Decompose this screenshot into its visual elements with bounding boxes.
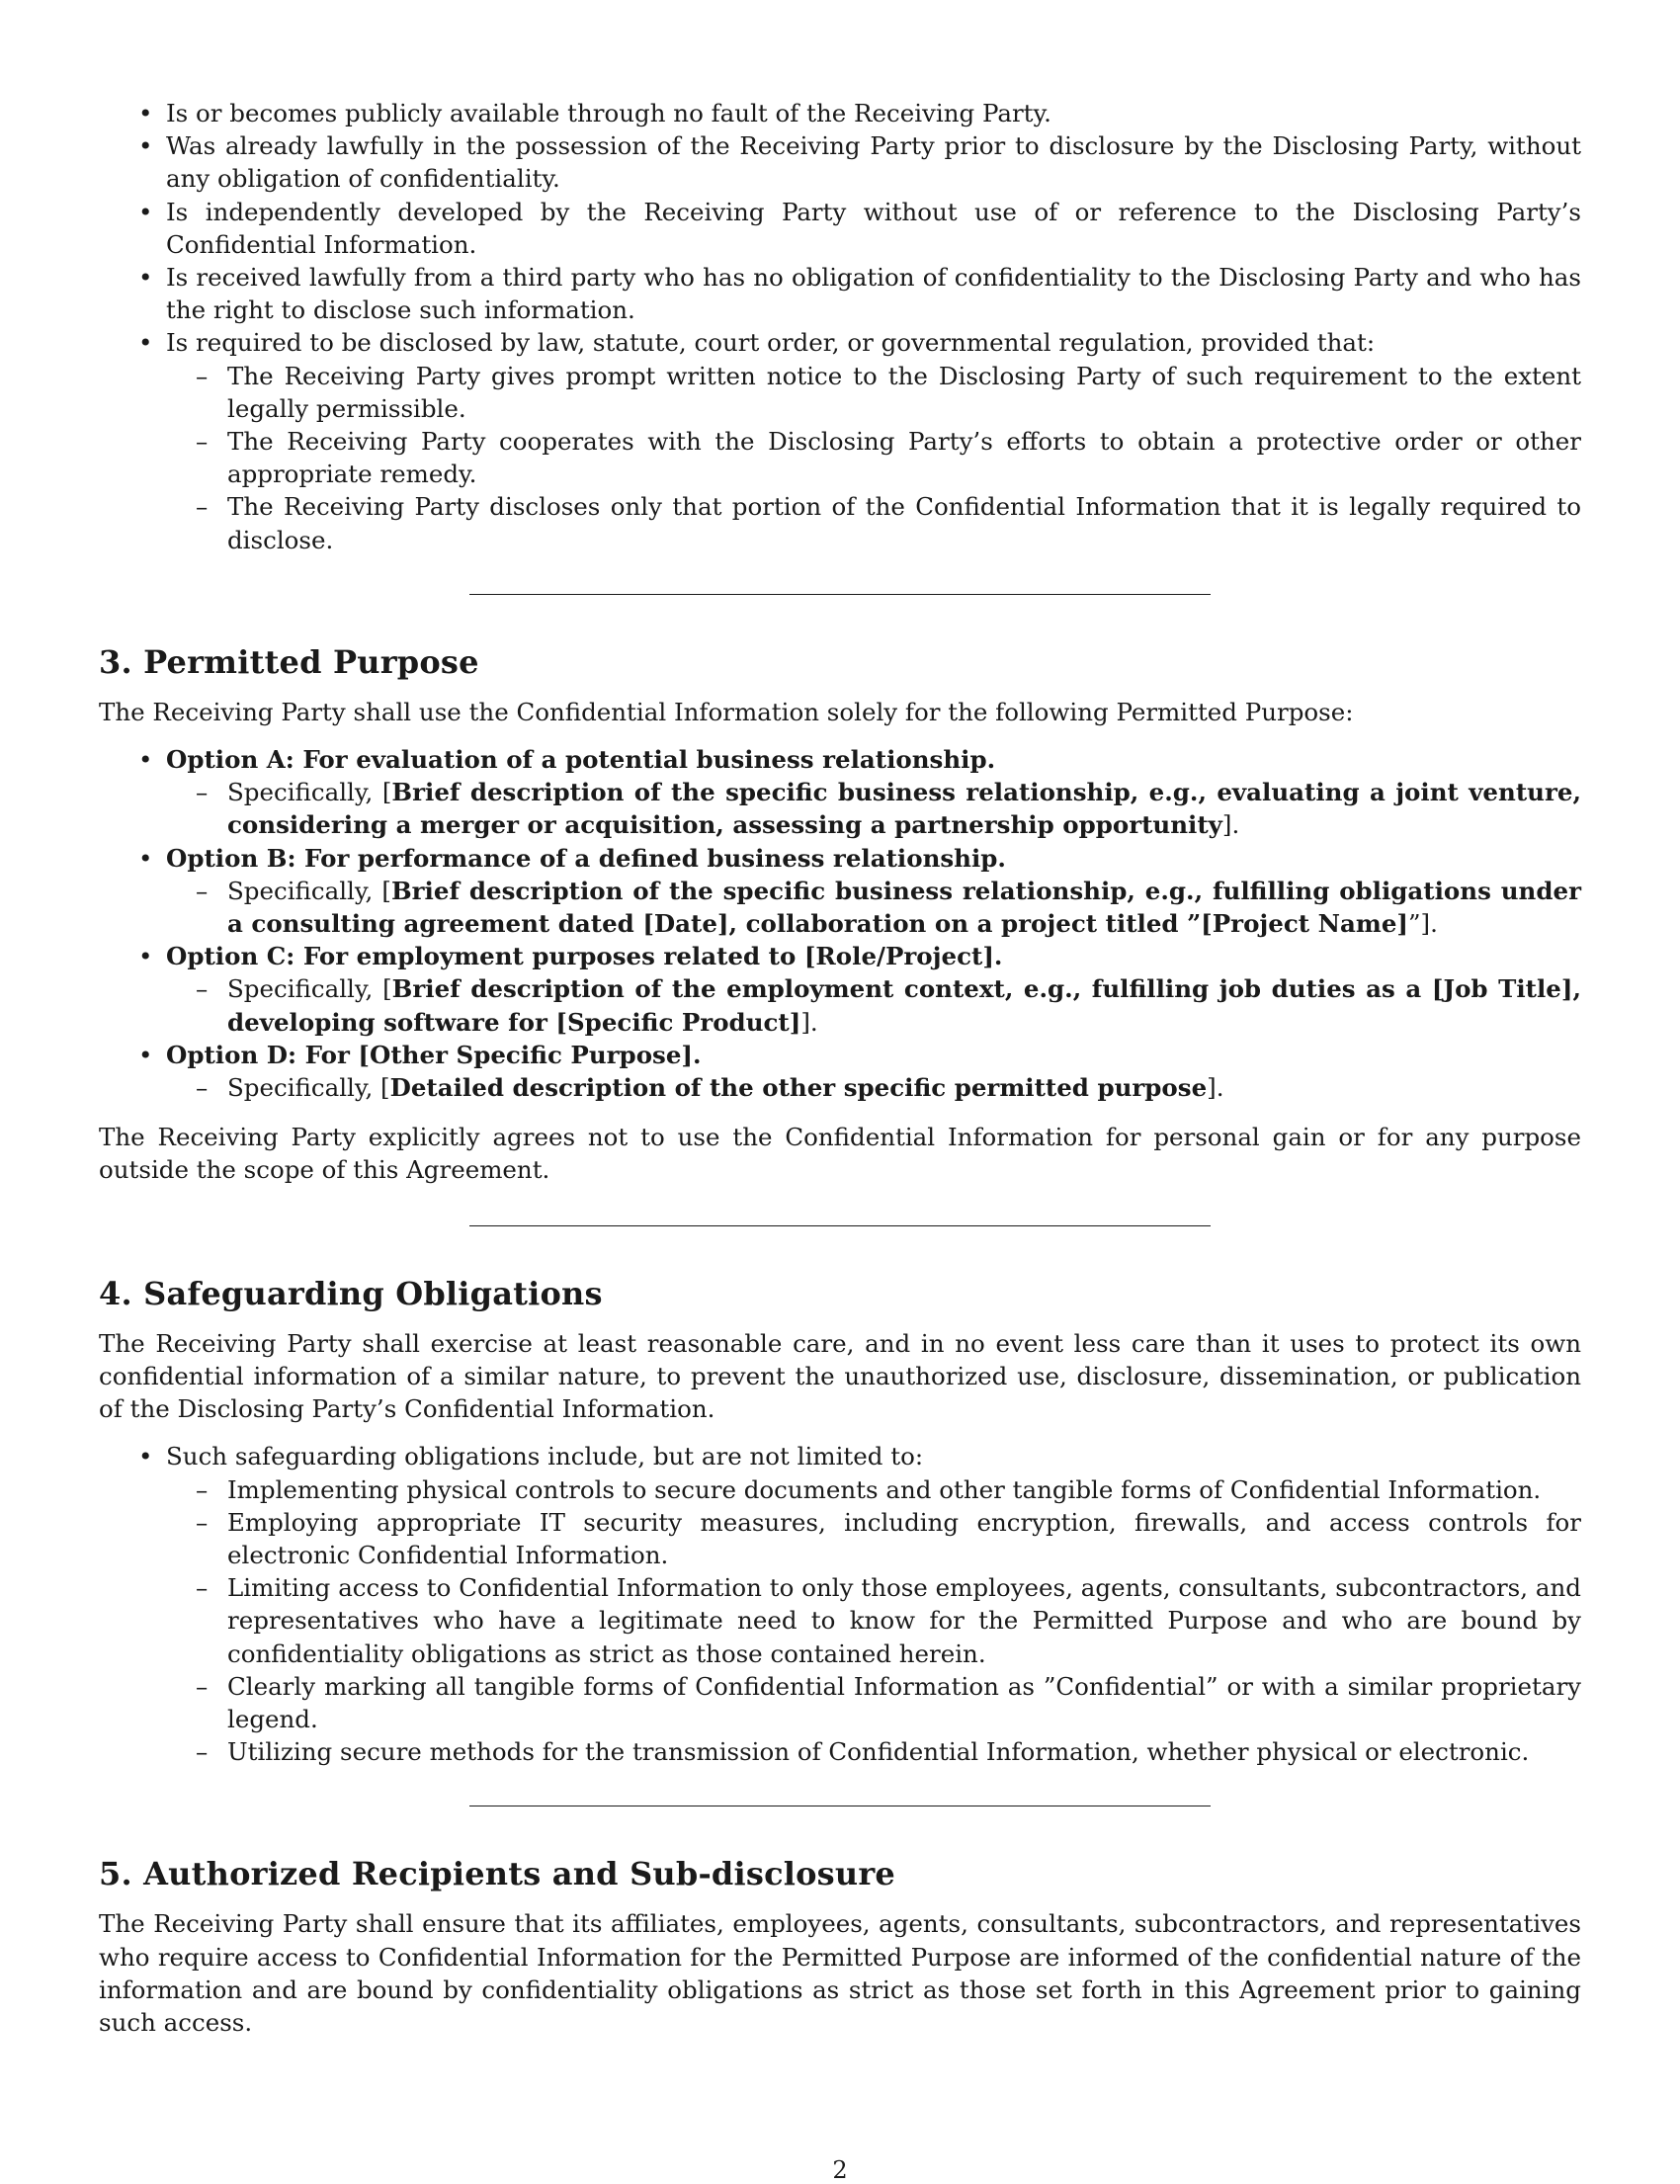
list-item: • Such safeguarding obligations include, but are not limited to: – Implementing physical controls to secure documents and other tangible forms of Confidential Information. – Employing appropriate IT security measures, including encryption, firewalls, and access controls for electronic Confidential Information. – Limiting access to Confidential Information to only those employees, agents, consultants, subcontractors, and representatives who have a legitimate need to know for the Permitted Purpose and who are bound by confidentiality obligations as strict as those contained herein. – Clearly marking all tangible forms of Confidential Information as ”Confidential” or with a similar proprietary legend. – Utilizing secure methods for the transmission of Confidential Information, whether physical or electronic. [99,1440,1581,1768]
section-3-heading: 3. Permitted Purpose [99,642,479,681]
document-page [99,97,1581,2133]
option-d-detail: – Specifically, [Detailed description of the other specific permitted purpose]. [166,1071,1581,1104]
list-item: – Implementing physical controls to secure documents and other tangible forms of Confidential Information. [166,1473,1581,1506]
list-item: – Limiting access to Confidential Information to only those employees, agents, consultants, subcontractors, and representatives who have a legitimate need to know for the Permitted Purpose and who are bound by confidentiality obligations as strict as those contained herein. [166,1571,1581,1670]
option-a: • Option A: For evaluation of a potential business relationship. – Specifically, [Brief description of the specific business relationship, e.g., evaluating a joint venture, considering a merger or acquisition, assessing a partnership opportunity]. [99,743,1581,842]
list-item: – Clearly marking all tangible forms of Confidential Information as ”Confidential” or with a similar proprietary legend. [166,1670,1581,1735]
list-item: • Is independently developed by the Receiving Party without use of or reference to the Disclosing Party’s Confidential Information. [99,196,1581,261]
section-divider [469,594,1211,595]
safeguarding-list [99,1440,1581,1768]
list-item: • Was already lawfully in the possession of the Receiving Party prior to disclosure by the Disclosing Party, without any obligation of confidentiality. [99,129,1581,195]
safeguarding-measures [166,1473,1581,1769]
permitted-purpose-options [99,743,1581,1104]
option-a-detail: – Specifically, [Brief description of the specific business relationship, e.g., evaluating a joint venture, considering a merger or acquisition, assessing a partnership opportunity]. [166,776,1581,841]
page-number: 2 [832,2156,848,2184]
option-c-detail: – Specifically, [Brief description of the employment context, e.g., fulfilling job duties as a [Job Title], developing software for [Specific Product]]. [166,972,1581,1038]
list-item: • Is or becomes publicly available through no fault of the Receiving Party. [99,97,1581,129]
list-item: – The Receiving Party discloses only that portion of the Confidential Information that it is legally required to disclose. [166,490,1581,555]
option-b: • Option B: For performance of a defined business relationship. – Specifically, [Brief description of the specific business relationship, e.g., fulfilling obligations under a consulting agreement dated [Date], collaboration on a project titled ”[Project Name]”]. [99,842,1581,941]
option-b-detail: – Specifically, [Brief description of the specific business relationship, e.g., fulfilling obligations under a consulting agreement dated [Date], collaboration on a project titled ”[Project Name]”]. [166,875,1581,940]
exclusions-list [99,97,1581,556]
section-4-intro: The Receiving Party shall exercise at least reasonable care, and in no event less care than it uses to protect its own confidential information of a similar nature, to prevent the unauthorized use, disclosure, dissemination, or publication of the Disclosing Party’s Confidential Information. [99,1328,1581,1424]
option-c: • Option C: For employment purposes related to [Role/Project]. – Specifically, [Brief description of the employment context, e.g., fulfilling job duties as a [Job Title], developing software for [Specific Product]]. [99,940,1581,1039]
section-4-heading: 4. Safeguarding Obligations [99,1274,603,1312]
list-item: – Employing appropriate IT security measures, including encryption, firewalls, and access controls for electronic Confidential Information. [166,1506,1581,1571]
section-5-heading: 5. Authorized Recipients and Sub-disclosure [99,1855,895,1893]
section-5-body: The Receiving Party shall ensure that its affiliates, employees, agents, consultants, subcontractors, and representatives who require access to Confidential Information for the Permitted Purpose are informed of the confidential nature of the information and are bound by confidentiality obligations as strict as those set forth in this Agreement prior to gaining such access. [99,1909,1581,2037]
list-item: – Utilizing secure methods for the transmission of Confidential Information, whether physical or electronic. [166,1735,1581,1768]
list-item: – The Receiving Party gives prompt written notice to the Disclosing Party of such requirement to the extent legally permissible. [166,360,1581,425]
list-item: • Is received lawfully from a third party who has no obligation of confidentiality to the Disclosing Party and who has the right to disclose such information. [99,261,1581,326]
option-d: • Option D: For [Other Specific Purpose]. – Specifically, [Detailed description of the other specific permitted purpose]. [99,1039,1581,1104]
legal-disclosure-conditions [166,360,1581,556]
section-divider [469,1225,1211,1226]
list-item: • Is required to be disclosed by law, statute, court order, or governmental regulation, provided that: – The Receiving Party gives prompt written notice to the Disclosing Party of such requirement to the extent legally permissible. – The Receiving Party cooperates with the Disclosing Party’s efforts to obtain a protective order or other appropriate remedy. – The Receiving Party discloses only that portion of the Confidential Information that it is legally required to disclose. [99,326,1581,555]
list-item: – The Receiving Party cooperates with the Disclosing Party’s efforts to obtain a protective order or other appropriate remedy. [166,425,1581,490]
section-3-intro: The Receiving Party shall use the Confidential Information solely for the following Permitted Purpose: [99,697,1354,726]
section-3-closing: The Receiving Party explicitly agrees not to use the Confidential Information for personal gain or for any purpose outside the scope of this Agreement. [99,1123,1581,1185]
